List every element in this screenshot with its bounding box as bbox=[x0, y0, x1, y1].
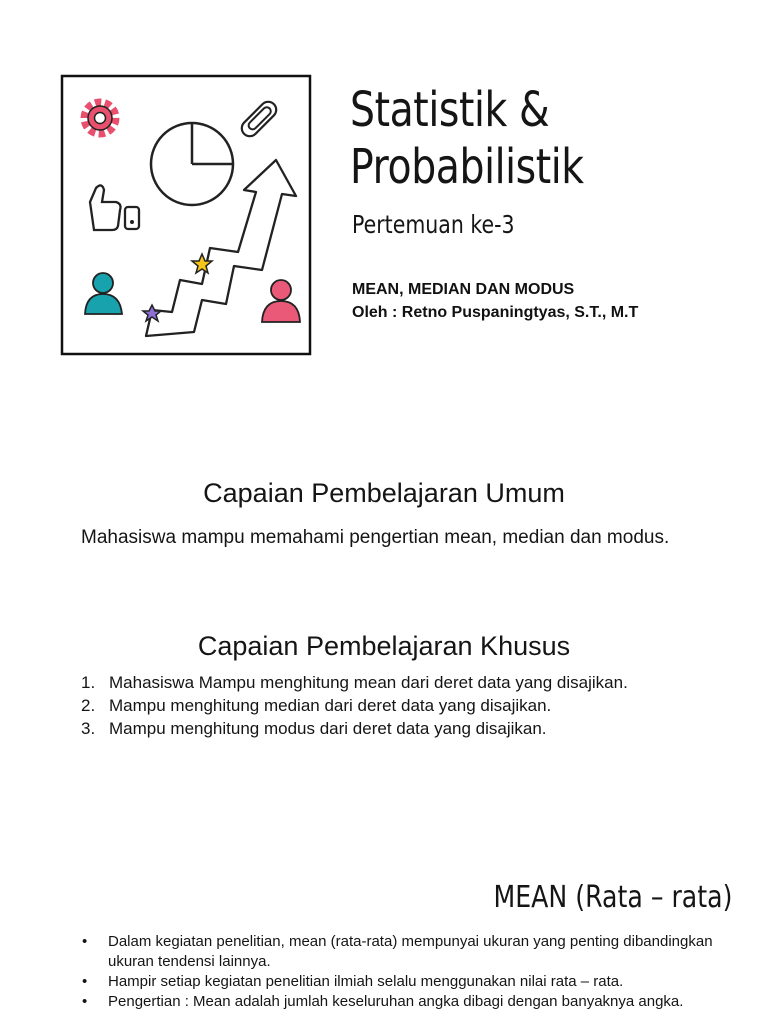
mean-title: MEAN (Rata – rata) bbox=[493, 880, 732, 915]
learning-outcomes-slide bbox=[0, 410, 768, 820]
list-item bbox=[81, 694, 628, 717]
list-text: Mampu menghitung median dari deret data yang disajikan. bbox=[109, 696, 552, 715]
author-label: Oleh : Retno Puspaningtyas, S.T., M.T bbox=[352, 304, 639, 321]
slide-subtitle: Pertemuan ke-3 bbox=[352, 210, 515, 239]
bullet-symbol: • bbox=[82, 993, 88, 1010]
list-text: Mampu menghitung modus dari deret data yang disajikan. bbox=[109, 719, 547, 738]
mean-slide bbox=[0, 830, 768, 1024]
list-text: Dalam kegiatan penelitian, mean (rata-rata) mempunyai ukuran yang penting dibandingkan ukuran tendensi lainnya. bbox=[108, 933, 713, 970]
list-item bbox=[81, 717, 628, 740]
list-number: 3. bbox=[81, 719, 96, 738]
list-text: Hampir setiap kegiatan penelitian ilmiah selalu menggunakan nilai rata – rata. bbox=[108, 973, 624, 990]
mean-bullet-list bbox=[82, 932, 722, 1012]
list-item bbox=[82, 992, 722, 1012]
heading-khusus: Capaian Pembelajaran Khusus bbox=[197, 631, 571, 661]
list-number: 2. bbox=[81, 696, 96, 715]
list-text: Mahasiswa Mampu menghitung mean dari deret data yang disajikan. bbox=[109, 673, 628, 692]
list-item bbox=[82, 972, 722, 992]
slide-title: Statistik & Probabilistik bbox=[350, 82, 584, 195]
topic-label: MEAN, MEDIAN DAN MODUS bbox=[352, 281, 575, 298]
illustration bbox=[60, 74, 312, 356]
khusus-list bbox=[81, 671, 628, 740]
bullet-symbol: • bbox=[82, 973, 88, 990]
pie-chart-icon bbox=[151, 123, 233, 205]
title-slide bbox=[0, 0, 768, 400]
list-item bbox=[81, 671, 628, 694]
list-item bbox=[82, 932, 722, 972]
heading-umum: Capaian Pembelajaran Umum bbox=[203, 478, 565, 508]
umum-text: Mahasiswa mampu memahami pengertian mean, median dan modus. bbox=[81, 527, 670, 548]
list-text: Pengertian : Mean adalah jumlah keseluruhan angka dibagi dengan banyaknya angka. bbox=[108, 993, 684, 1010]
list-number: 1. bbox=[81, 673, 96, 692]
bullet-symbol: • bbox=[82, 933, 88, 950]
